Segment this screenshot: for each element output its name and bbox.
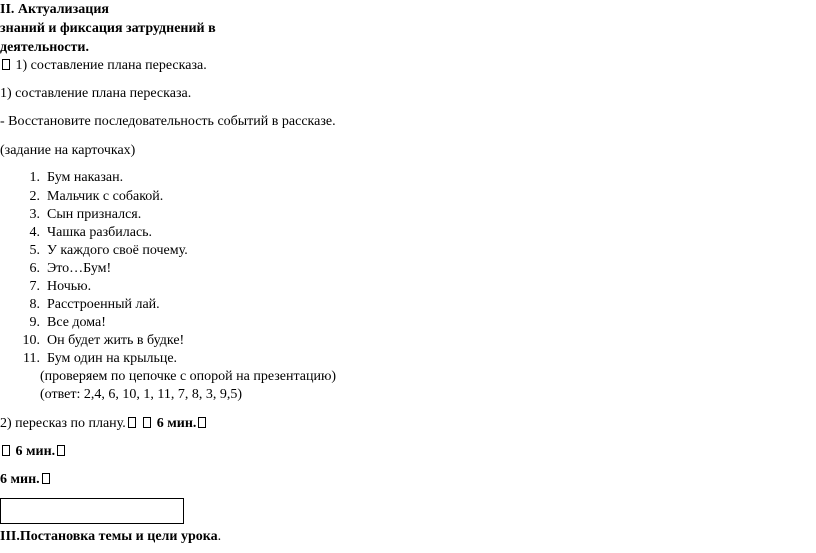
list-item-number: 6. [29, 261, 40, 276]
list-item [18, 315, 106, 331]
heading-line-2: знаний и фиксация затруднений в [0, 21, 216, 36]
empty-text-box [0, 498, 184, 524]
time-line-1 [0, 444, 67, 460]
missing-glyph-icon [128, 417, 136, 428]
list-item [18, 279, 91, 295]
missing-glyph-icon [42, 473, 50, 484]
time-line-1-text: 6 мин. [15, 444, 56, 459]
list-item [18, 351, 177, 367]
list-item-text: Бум один на крыльце. [47, 351, 178, 366]
list-item-number: 4. [29, 225, 40, 240]
missing-glyph-icon [2, 445, 10, 456]
list-item [18, 243, 188, 259]
list-item [18, 333, 184, 349]
list-item-text: У каждого своё почему. [47, 243, 188, 258]
list-item-text: Все дома! [47, 315, 106, 330]
list-item-number: 2. [29, 189, 40, 204]
missing-glyph-icon [198, 417, 206, 428]
section-3-heading [0, 529, 221, 545]
list-item-number: 9. [29, 315, 40, 330]
time-line-2 [0, 472, 52, 488]
list-item-number: 3. [29, 207, 40, 222]
check-note: (проверяем по цепочке с опорой на презентацию) [40, 369, 337, 384]
list-item-number: 10. [22, 333, 40, 348]
list-item [18, 170, 123, 186]
retell-time: 6 мин. [156, 416, 197, 431]
list-item-text: Это…Бум! [47, 261, 112, 276]
list-item-text: Мальчик с собакой. [47, 189, 164, 204]
list-item-number: 7. [29, 279, 40, 294]
list-item [18, 261, 111, 277]
list-item-number: 11. [23, 351, 40, 366]
cards-note: (задание на карточках) [0, 143, 136, 158]
list-item-text: Сын признался. [47, 207, 142, 222]
list-item-number: 8. [29, 297, 40, 312]
task-line-1 [0, 58, 207, 74]
list-item-number: 1. [29, 170, 40, 185]
heading-line-3: деятельности. [0, 40, 89, 55]
list-item [18, 297, 160, 313]
list-item-text: Чашка разбилась. [47, 225, 153, 240]
retell-line [0, 416, 208, 432]
instruction: - Восстановите последовательность событий в рассказе. [0, 114, 336, 129]
list-item-text: Бум наказан. [47, 170, 124, 185]
heading-line-1: II. Актуализация [0, 2, 109, 17]
task-line-2: 1) составление плана пересказа. [0, 86, 192, 101]
section-3-period: . [217, 529, 222, 544]
list-item [18, 225, 152, 241]
list-item-text: Расстроенный лай. [47, 297, 160, 312]
list-item-text: Он будет жить в будке! [47, 333, 185, 348]
time-line-2-text: 6 мин. [0, 472, 40, 487]
answer-line: (ответ: 2,4, 6, 10, 1, 11, 7, 8, 3, 9,5) [40, 387, 242, 402]
section-3-title: III.Постановка темы и цели урока [0, 529, 218, 544]
list-item-text: Ночью. [47, 279, 92, 294]
list-item [18, 207, 141, 223]
list-item-number: 5. [29, 243, 40, 258]
missing-glyph-icon [143, 417, 151, 428]
missing-glyph-icon [57, 445, 65, 456]
list-item [18, 189, 163, 205]
missing-glyph-icon [2, 59, 10, 70]
retell-label: 2) пересказ по плану. [0, 416, 126, 431]
task-line-1-text: 1) составление плана пересказа. [15, 58, 207, 73]
